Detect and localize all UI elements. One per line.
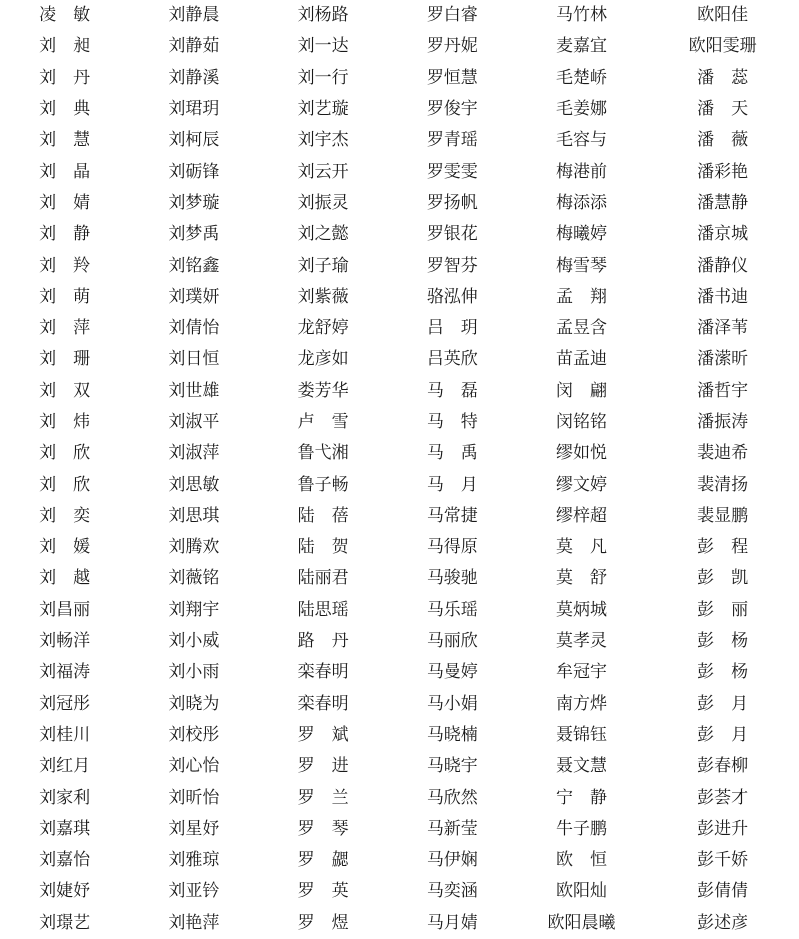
name-cell: 马月婧 (426, 912, 478, 933)
name-cell: 刘嘉怡 (39, 850, 91, 871)
name-cell: 栾春明 (297, 662, 349, 683)
name-cell: 莫 舒 (556, 568, 608, 589)
name-cell: 栾春明 (297, 693, 349, 714)
name-cell: 罗恒慧 (426, 67, 478, 88)
name-cell: 马骏驰 (426, 568, 478, 589)
name-cell: 刘璟艺 (39, 912, 91, 933)
name-cell: 梅添添 (556, 192, 608, 213)
name-cell: 马曼婷 (426, 662, 478, 683)
name-row (0, 782, 799, 813)
name-cell: 刘淑萍 (168, 443, 220, 464)
name-cell: 牛子鹏 (556, 818, 608, 839)
name-cell: 梅雪琴 (556, 255, 608, 276)
name-row (0, 188, 799, 219)
name-row (0, 876, 799, 907)
name-cell: 刘昌丽 (39, 599, 91, 620)
name-cell: 刘雅琼 (168, 850, 220, 871)
name-cell: 彭进升 (697, 818, 749, 839)
name-cell: 刘心怡 (168, 756, 220, 777)
name-cell: 鲁弋湘 (297, 443, 349, 464)
name-cell: 聂锦钰 (556, 724, 608, 745)
name-cell: 刘璞妍 (168, 286, 220, 307)
name-cell: 马晓宇 (426, 756, 478, 777)
name-cell: 刘铭鑫 (168, 255, 220, 276)
name-cell: 潘 薇 (697, 130, 749, 151)
name-row (0, 501, 799, 532)
name-cell: 欧阳灿 (556, 881, 608, 902)
name-cell: 刘珺玥 (168, 99, 220, 120)
name-row (0, 407, 799, 438)
name-cell: 龙彦如 (297, 349, 349, 370)
name-cell: 刘 越 (39, 568, 91, 589)
name-cell: 梅港前 (556, 161, 608, 182)
name-cell: 潘哲宇 (697, 380, 749, 401)
name-cell: 孟昱含 (556, 318, 608, 339)
name-cell: 苗孟迪 (556, 349, 608, 370)
name-cell: 刘思敏 (168, 474, 220, 495)
name-cell: 刘艳萍 (168, 912, 220, 933)
name-cell: 罗青瑶 (426, 130, 478, 151)
name-row (0, 626, 799, 657)
name-cell: 刘 静 (39, 224, 91, 245)
name-cell: 闵铭铭 (556, 412, 608, 432)
name-cell: 罗 兰 (297, 787, 349, 808)
name-cell: 彭 杨 (697, 631, 749, 652)
name-cell: 马晓楠 (426, 724, 478, 745)
name-row (0, 438, 799, 469)
name-cell: 刘静晨 (168, 5, 220, 26)
name-cell: 彭千娇 (697, 850, 749, 871)
name-cell: 刘云开 (297, 161, 349, 182)
name-cell: 刘 萍 (39, 318, 91, 339)
name-cell: 莫 凡 (556, 537, 608, 558)
name-row (0, 532, 799, 563)
name-cell: 毛姜娜 (556, 99, 608, 120)
name-cell: 裴显鹏 (697, 505, 749, 526)
name-cell: 刘 典 (39, 99, 91, 120)
name-cell: 刘福涛 (39, 662, 91, 683)
name-cell: 马 禹 (426, 443, 478, 464)
name-cell: 凌 敏 (39, 5, 91, 26)
name-cell: 骆泓伸 (426, 286, 478, 307)
name-cell: 刘星妤 (168, 818, 220, 839)
name-cell: 潘书迪 (697, 286, 749, 307)
name-cell: 潘潆昕 (697, 349, 749, 370)
name-cell: 刘腾欢 (168, 537, 220, 558)
name-cell: 缪梓超 (556, 505, 608, 526)
name-cell: 刘淑平 (168, 412, 220, 432)
name-row (0, 250, 799, 281)
name-cell: 刘杨路 (297, 5, 349, 26)
name-cell: 刘翔宇 (168, 599, 220, 620)
name-cell: 刘 欣 (39, 443, 91, 464)
name-cell: 刘桂川 (39, 724, 91, 745)
name-cell: 马得原 (426, 537, 478, 558)
name-row (0, 595, 799, 626)
name-row (0, 376, 799, 407)
name-cell: 刘一达 (297, 36, 349, 57)
name-cell: 潘 天 (697, 99, 749, 120)
name-cell: 彭 月 (697, 693, 749, 714)
name-cell: 罗 琴 (297, 818, 349, 839)
name-cell: 刘 晶 (39, 161, 91, 182)
name-cell: 刘柯辰 (168, 130, 220, 151)
name-cell: 毛楚峤 (556, 67, 608, 88)
name-cell: 刘静溪 (168, 67, 220, 88)
name-cell: 罗俊宇 (426, 99, 478, 120)
name-cell: 吕英欣 (426, 349, 478, 370)
name-cell: 彭述彦 (697, 912, 749, 933)
name-row (0, 751, 799, 782)
name-row (0, 469, 799, 500)
name-cell: 彭荟才 (697, 787, 749, 808)
name-row (0, 125, 799, 156)
name-cell: 刘思琪 (168, 505, 220, 526)
name-cell: 欧阳佳 (697, 5, 749, 26)
name-cell: 罗银花 (426, 224, 478, 245)
name-cell: 娄芳华 (297, 380, 349, 401)
name-cell: 刘红月 (39, 756, 91, 777)
name-cell: 陆思瑶 (297, 599, 349, 620)
name-cell: 罗 斌 (297, 724, 349, 745)
name-cell: 彭倩倩 (697, 881, 749, 902)
name-cell: 马丽欣 (426, 631, 478, 652)
name-cell: 刘 昶 (39, 36, 91, 57)
name-cell: 吕 玥 (426, 318, 478, 339)
name-cell: 刘梦璇 (168, 192, 220, 213)
name-cell: 刘一行 (297, 67, 349, 88)
name-cell: 闵 翩 (556, 380, 608, 401)
name-cell: 陆 蓓 (297, 505, 349, 526)
name-cell: 刘子瑜 (297, 255, 349, 276)
name-cell: 刘薇铭 (168, 568, 220, 589)
name-row (0, 0, 799, 31)
name-cell: 马奕涵 (426, 881, 478, 902)
name-row (0, 94, 799, 125)
name-cell: 刘 婧 (39, 192, 91, 213)
name-cell: 南方烨 (556, 693, 608, 714)
name-cell: 孟 翔 (556, 286, 608, 307)
name-cell: 彭 杨 (697, 662, 749, 683)
name-cell: 缪如悦 (556, 443, 608, 464)
name-cell: 彭 月 (697, 724, 749, 745)
name-cell: 马乐瑶 (426, 599, 478, 620)
name-cell: 刘紫薇 (297, 286, 349, 307)
name-cell: 马新莹 (426, 818, 478, 839)
name-cell: 路 丹 (297, 631, 349, 652)
name-cell: 刘 欣 (39, 474, 91, 495)
name-cell: 刘畅洋 (39, 631, 91, 652)
name-cell: 莫孝灵 (556, 631, 608, 652)
name-cell: 刘振灵 (297, 192, 349, 213)
name-cell: 彭 丽 (697, 599, 749, 620)
name-cell: 刘 慧 (39, 130, 91, 151)
name-cell: 马竹林 (556, 5, 608, 26)
name-cell: 刘晓为 (168, 693, 220, 714)
name-cell: 刘 双 (39, 380, 91, 401)
name-cell: 聂文慧 (556, 756, 608, 777)
name-cell: 马伊娴 (426, 850, 478, 871)
name-cell: 鲁子畅 (297, 474, 349, 495)
name-cell: 罗 勰 (297, 850, 349, 871)
name-cell: 刘 媛 (39, 537, 91, 558)
name-row (0, 720, 799, 751)
name-cell: 刘昕怡 (168, 787, 220, 808)
name-cell: 马常捷 (426, 505, 478, 526)
name-cell: 刘婕妤 (39, 881, 91, 902)
name-row (0, 156, 799, 187)
name-cell: 彭春柳 (697, 756, 749, 777)
name-cell: 潘泽苇 (697, 318, 749, 339)
name-cell: 刘 丹 (39, 67, 91, 88)
name-cell: 潘慧静 (697, 192, 749, 213)
name-cell: 刘校彤 (168, 724, 220, 745)
name-cell: 梅曦婷 (556, 224, 608, 245)
name-cell: 刘冠彤 (39, 693, 91, 714)
name-row (0, 63, 799, 94)
name-cell: 刘宇杰 (297, 130, 349, 151)
name-cell: 刘嘉琪 (39, 818, 91, 839)
name-cell: 陆丽君 (297, 568, 349, 589)
name-row (0, 845, 799, 876)
name-row (0, 563, 799, 594)
name-cell: 宁 静 (556, 787, 608, 808)
name-row (0, 657, 799, 688)
name-cell: 马 磊 (426, 380, 478, 401)
name-cell: 裴清扬 (697, 474, 749, 495)
name-cell: 龙舒婷 (297, 318, 349, 339)
name-cell: 罗 进 (297, 756, 349, 777)
name-cell: 彭 程 (697, 537, 749, 558)
name-cell: 罗 煜 (297, 912, 349, 933)
name-cell: 罗丹妮 (426, 36, 478, 57)
name-row (0, 313, 799, 344)
name-cell: 马小娟 (426, 693, 478, 714)
name-cell: 毛容与 (556, 130, 608, 151)
name-cell: 刘 羚 (39, 255, 91, 276)
name-cell: 莫炳城 (556, 599, 608, 620)
name-cell: 刘静茹 (168, 36, 220, 57)
name-cell: 欧 恒 (556, 850, 608, 871)
name-cell: 刘艺璇 (297, 99, 349, 120)
name-row (0, 219, 799, 250)
name-cell: 潘彩艳 (697, 161, 749, 182)
name-cell: 刘砺锋 (168, 161, 220, 182)
name-row (0, 908, 799, 939)
name-cell: 刘家利 (39, 787, 91, 808)
name-cell: 刘梦禹 (168, 224, 220, 245)
name-cell: 卢 雪 (297, 412, 349, 432)
name-cell: 裴迪希 (697, 443, 749, 464)
name-cell: 刘世雄 (168, 380, 220, 401)
name-cell: 刘倩怡 (168, 318, 220, 339)
name-cell: 刘小威 (168, 631, 220, 652)
name-cell: 刘 珊 (39, 349, 91, 370)
name-cell: 缪文婷 (556, 474, 608, 495)
name-cell: 麦嘉宜 (556, 36, 608, 57)
name-cell: 罗智芬 (426, 255, 478, 276)
name-cell: 陆 贺 (297, 537, 349, 558)
name-cell: 马 月 (426, 474, 478, 495)
name-cell: 罗 英 (297, 881, 349, 902)
name-cell: 罗雯雯 (426, 161, 478, 182)
name-cell: 刘之懿 (297, 224, 349, 245)
name-row (0, 344, 799, 375)
name-cell: 潘京城 (697, 224, 749, 245)
name-row (0, 814, 799, 845)
name-cell: 刘 奕 (39, 505, 91, 526)
name-cell: 刘日恒 (168, 349, 220, 370)
name-cell: 潘静仪 (697, 255, 749, 276)
name-cell: 欧阳晨曦 (547, 912, 616, 933)
name-cell: 刘小雨 (168, 662, 220, 683)
name-cell: 马欣然 (426, 787, 478, 808)
name-cell: 马 特 (426, 412, 478, 432)
name-cell: 潘振涛 (697, 412, 749, 432)
name-cell: 彭 凯 (697, 568, 749, 589)
name-cell: 罗扬帆 (426, 192, 478, 213)
name-cell: 牟冠宇 (556, 662, 608, 683)
name-row (0, 282, 799, 313)
name-cell: 欧阳雯珊 (688, 36, 757, 57)
name-cell: 潘 蕊 (697, 67, 749, 88)
name-cell: 罗白睿 (426, 5, 478, 26)
name-row (0, 31, 799, 62)
name-cell: 刘 萌 (39, 286, 91, 307)
name-row (0, 689, 799, 720)
name-cell: 刘亚钤 (168, 881, 220, 902)
name-cell: 刘 炜 (39, 412, 91, 432)
